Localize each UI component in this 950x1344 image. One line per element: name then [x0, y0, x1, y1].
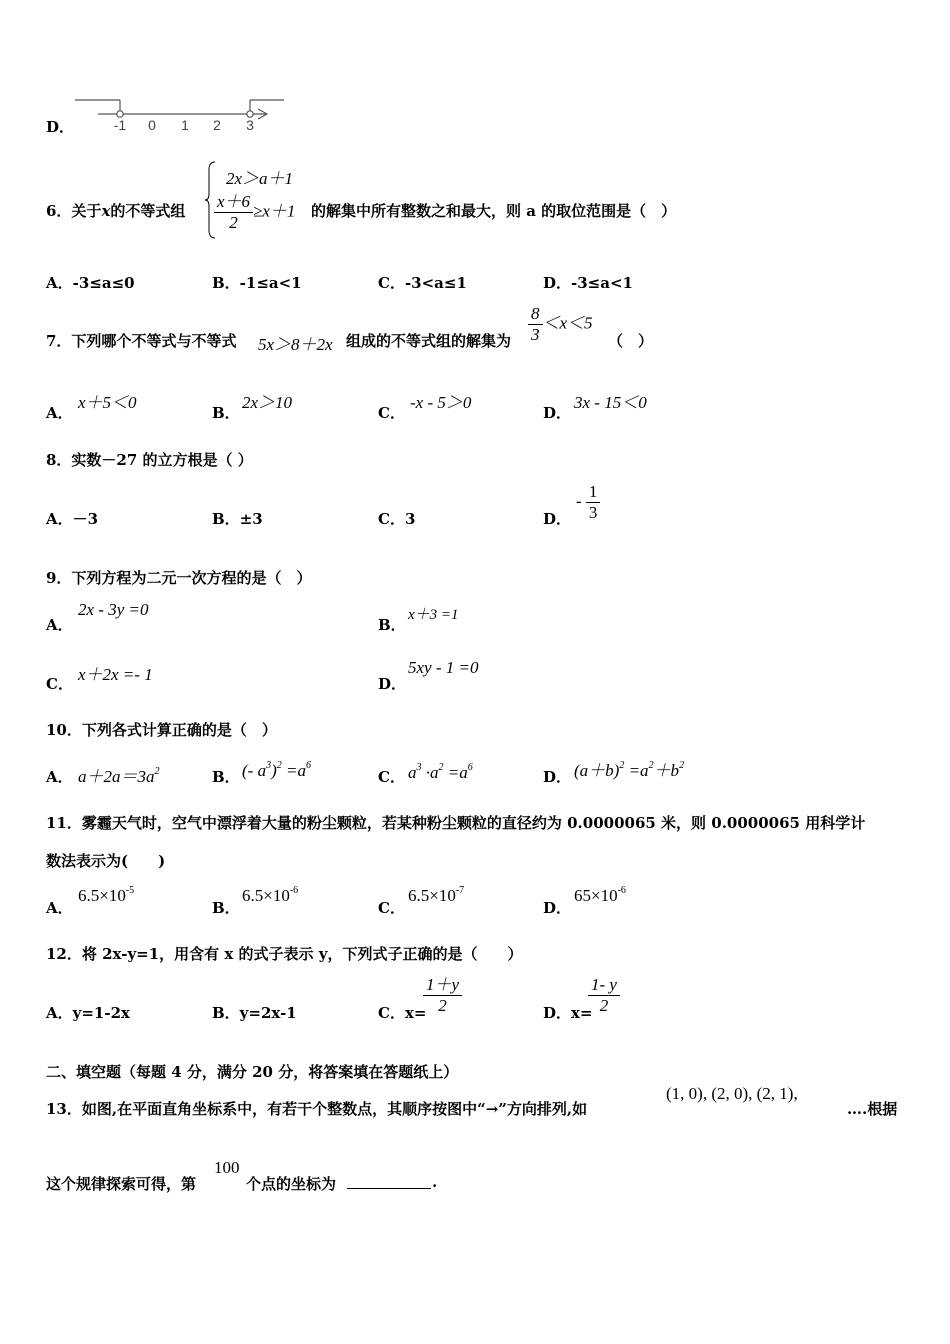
- q9-option-b-label: B．: [378, 616, 406, 634]
- tick-label: 1: [181, 117, 189, 133]
- q5-number-line: [70, 92, 290, 134]
- q6-option-a: A．-3≤a≤0: [46, 274, 135, 292]
- q9-option-c: x＋2x =- 1: [78, 665, 153, 684]
- q11-option-b-label: B．: [212, 899, 240, 917]
- q13-stem-line-2: 这个规律探索可得，第: [46, 1175, 197, 1193]
- q7-inequality: 5x＞8＋2x: [258, 335, 333, 354]
- q10-option-a: $a+2a=3a^2$: [78, 766, 160, 786]
- q12-option-c-label: C．x=: [378, 1004, 427, 1022]
- q8-option-a: A．－3: [46, 510, 99, 528]
- q9-option-b: x＋3 =1: [408, 607, 459, 623]
- q7-option-d: 3x - 15＜0: [574, 393, 647, 412]
- q13-number: 100: [214, 1158, 240, 1177]
- q6-option-c: C．-3<a≤1: [378, 274, 467, 292]
- q13-points: (1, 0), (2, 0), (2, 1),: [666, 1084, 798, 1103]
- q5-option-d-label: D．: [46, 118, 75, 136]
- q7-option-a-label: A．: [46, 404, 73, 422]
- q11-option-c-label: C．: [378, 899, 405, 917]
- q6-stem: 6．关于x的不等式组: [46, 202, 186, 220]
- q11-option-d-label: D．: [543, 899, 572, 917]
- q6-sys-line-2: $\frac{x+6}{2}$ ≥x＋1: [214, 192, 295, 233]
- q10-option-d: $(a+b)^2 =a^2+b^2$: [574, 760, 685, 780]
- q6-stem-end: 的解集中所有整数之和最大，则 a 的取位范围是（ ）: [311, 202, 677, 220]
- q7-option-a: x＋5＜0: [78, 393, 137, 412]
- q9-option-c-label: C．: [46, 675, 73, 693]
- q11-option-a-label: A．: [46, 899, 73, 917]
- q10-stem: 10．下列各式计算正确的是（ ）: [46, 721, 277, 739]
- q6-option-d: D．-3≤a<1: [543, 274, 633, 292]
- tick-label: 0: [148, 117, 156, 133]
- q11-option-a: $6.5\times 10^{-5}$: [78, 885, 135, 905]
- q12-option-b: B．y=2x-1: [212, 1004, 297, 1022]
- q10-option-d-label: D．: [543, 768, 572, 786]
- q7-stem-mid: 组成的不等式组的解集为: [346, 332, 512, 350]
- q9-option-a-label: A．: [46, 616, 73, 634]
- q7-option-c: -x - 5＞0: [410, 393, 472, 412]
- q11-option-c: $6.5\times 10^{-7}$: [408, 885, 465, 905]
- q9-option-d: 5xy - 1 =0: [408, 658, 479, 677]
- q10-option-b-label: B．: [212, 768, 240, 786]
- q13-stem-line-2-mid: 个点的坐标为: [246, 1175, 337, 1193]
- q11-option-b: $6.5\times 10^{-6}$: [242, 885, 299, 905]
- q12-option-d-label: D．x=: [543, 1004, 593, 1022]
- q13-end: .: [432, 1173, 438, 1191]
- q7-solution-range: $\frac{8}{3}$ ＜x＜5: [528, 304, 593, 345]
- q7-option-b: 2x＞10: [242, 393, 293, 412]
- q7-stem-end: （ ）: [608, 332, 654, 350]
- tick-label: -1: [113, 117, 127, 133]
- q11-stem-line-1: 11．雾霾天气时，空气中漂浮着大量的粉尘颗粒，若某种粉尘颗粒的直径约为 0.0000065 米，则 0.0000065 用科学计: [46, 814, 866, 832]
- q12-option-a: A．y=1-2x: [46, 1004, 130, 1022]
- q8-stem: 8．实数－27 的立方根是（ ）: [46, 451, 253, 469]
- q8-option-c: C．3: [378, 510, 416, 528]
- tick-label: 2: [213, 117, 221, 133]
- q7-option-c-label: C．: [378, 404, 405, 422]
- q8-option-d-label: D．: [543, 510, 572, 528]
- q11-option-d: $65\times 10^{-6}$: [574, 885, 626, 905]
- q8-option-d: - $\frac{1}{3}$: [576, 482, 600, 523]
- q13-stem-line-1-end: ….根据: [847, 1100, 898, 1118]
- tick-label: 3: [246, 117, 254, 133]
- q9-option-d-label: D．: [378, 675, 407, 693]
- q10-option-c: $a^3 \cdot a^2 =a^6$: [408, 762, 473, 782]
- q12-stem: 12．将 2x-y=1，用含有 x 的式子表示 y，下列式子正确的是（ ）: [46, 945, 523, 963]
- q12-option-d: $\frac{1- y}{2}$: [588, 975, 620, 1016]
- q6-option-b: B．-1≤a<1: [212, 274, 302, 292]
- q9-option-a: 2x - 3y =0: [78, 600, 149, 619]
- q10-option-a-label: A．: [46, 768, 73, 786]
- q7-option-d-label: D．: [543, 404, 572, 422]
- q6-sys-line-1: 2x＞a＋1: [226, 169, 294, 188]
- section-heading: 二、填空题（每题 4 分，满分 20 分，将答案填在答题纸上）: [46, 1063, 459, 1081]
- q13-answer-blank[interactable]: [347, 1174, 431, 1189]
- q11-stem-line-2: 数法表示为( ): [46, 852, 166, 870]
- q13-stem-line-1: 13．如图,在平面直角坐标系中，有若干个整数点，其顺序按图中“→”方向排列,如: [46, 1100, 588, 1118]
- q7-option-b-label: B．: [212, 404, 240, 422]
- q9-stem: 9．下列方程为二元一次方程的是（ ）: [46, 569, 312, 587]
- q7-stem: 7．下列哪个不等式与不等式: [46, 332, 237, 350]
- q12-option-c: $\frac{1+y}{2}$: [423, 975, 462, 1016]
- q8-option-b: B．±3: [212, 510, 263, 528]
- q10-option-b: (- $a^3)^2 =a^6$: [242, 760, 311, 780]
- q10-option-c-label: C．: [378, 768, 405, 786]
